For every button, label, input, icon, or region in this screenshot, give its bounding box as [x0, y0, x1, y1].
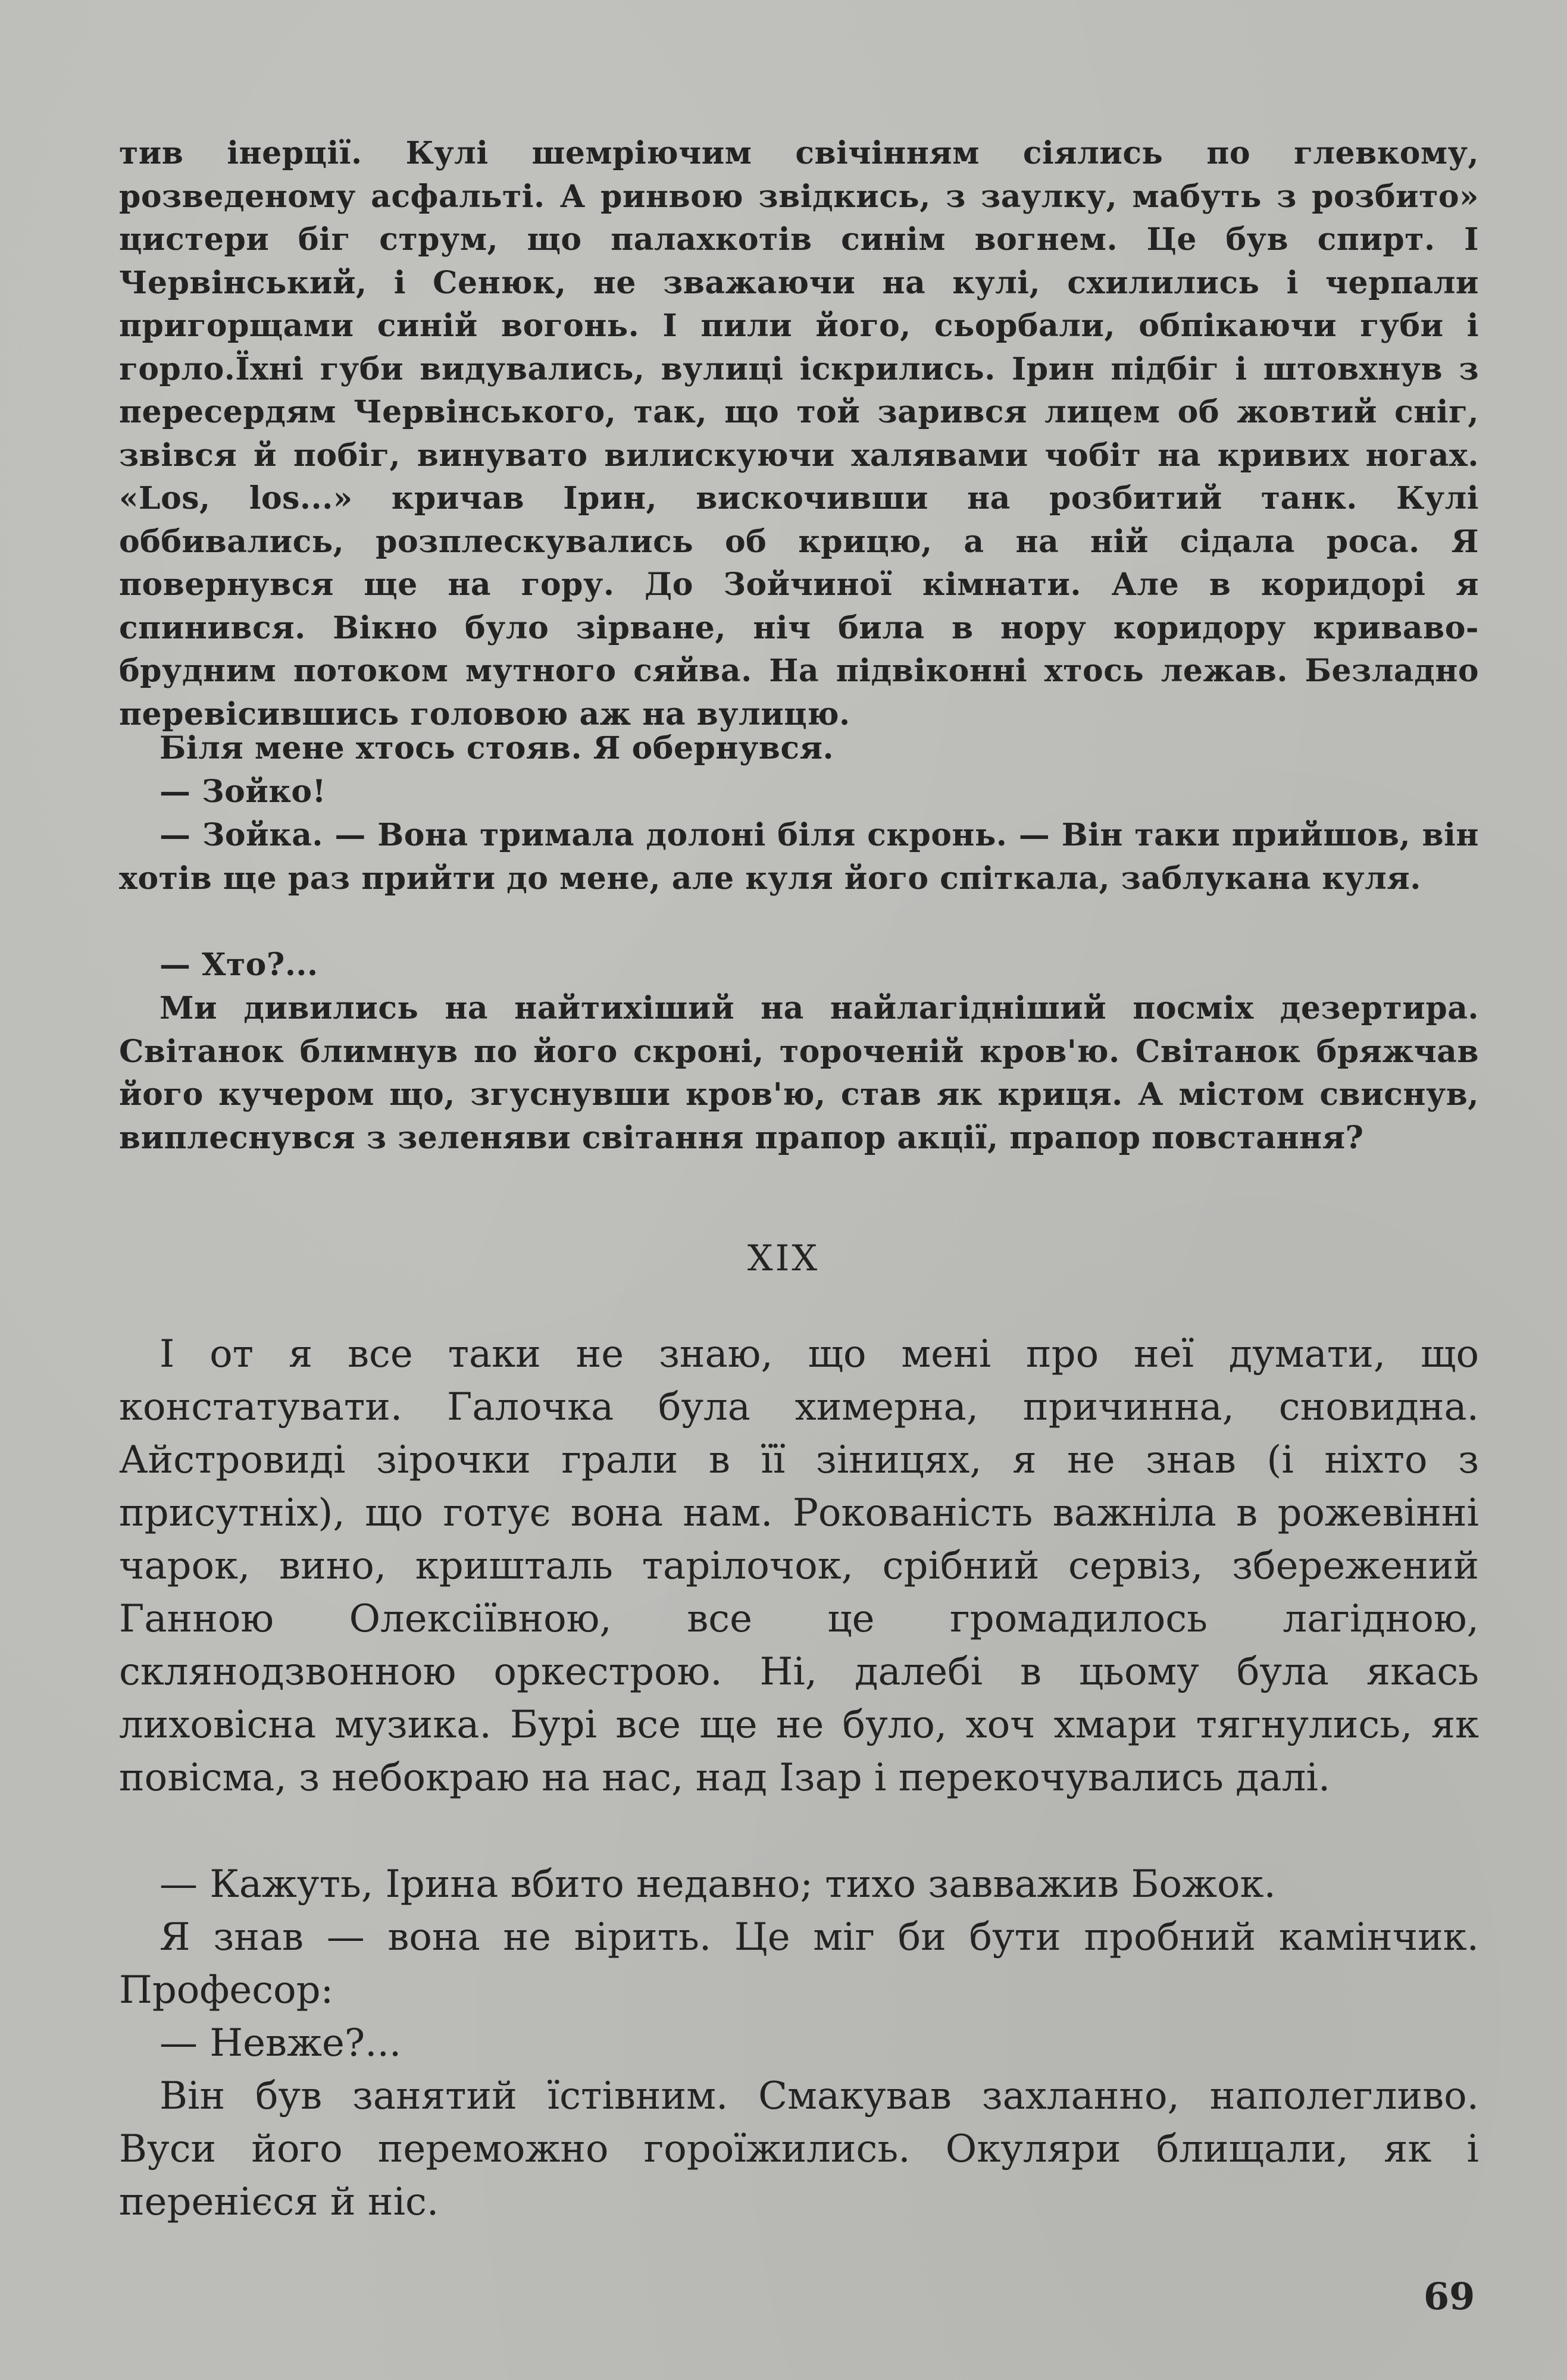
- paragraph-dawn: Ми дивились на найтихіший на найлагідніший посміх дезертира. Світанок блимнув по його скроні, тороченій кров'ю. Світанок бряжчав його кучером що, згуснувши кров'ю, став як криця. А містом свиснув, виплеснувся з зеленяви світання прапор акції, прапор повстання?: [119, 990, 1479, 1156]
- chapter-heading: XIX: [747, 1238, 820, 1279]
- paragraph-probnyi-kaminchyk: Я знав — вона не вірить. Це міг би бути пробний камінчик. Професор:: [119, 1915, 1479, 2012]
- page-number: 69: [1424, 2275, 1475, 2318]
- dialogue-zoyka-reply: — Зойка. — Вона тримала долоні біля скронь. — Він таки прийшов, він хотів ще раз прийти до мене, але куля його спіткала, заблукана куля.: [119, 817, 1479, 897]
- paragraph-someone-standing: Біля мене хтось стояв. Я обернувся.: [159, 730, 834, 766]
- paragraph-professor-eating: Він був занятий їстівним. Смакував захланно, наполегливо. Вуси його переможно гороїжились. Окуляри блищали, як і перенієся й ніс.: [119, 2074, 1479, 2224]
- dialogue-who: — Хто?...: [159, 947, 318, 983]
- dialogue-bozhok: — Кажуть, Ірина вбито недавно; тихо завважив Божок.: [159, 1862, 1276, 1906]
- dialogue-zoyko: — Зойко!: [159, 774, 326, 810]
- dialogue-nevzhe: — Невже?...: [159, 2021, 402, 2065]
- paragraph-opening-continuation: тив інерції. Кулі шемріючим свічінням сіялись по глевкому, розведеному асфальті. А ринвою звідкись, з заулку, мабуть з розбито» цистери біг струм, що палахкотів синім вогнем. Це був спирт. І Червінський, і Сенюк, не зважаючи на кулі, схилились і черпали пригорщами синій вогонь. І пили його, сьорбали, обпікаючи губи і горло.Їхні губи видувались, вулиці іскрились. Ірин підбіг і штовхнув з пересердям Червінського, так, що той зарився лицем об жовтий сніг, звівся й побіг, винувато вилискуючи халявами чобіт на кривих ногах. «Los, los...» кричав Ірин, вискочивши на розбитий танк. Кулі оббивались, розплескувались об крицю, а на ній сідала роса. Я повернувся ще на гору. До Зойчиної кімнати. Але в коридорі я спинився. Вікно було зірване, ніч била в нору коридору криваво-брудним потоком мутного сяйва. На підвіконні хтось лежав. Безладно перевісившись головою аж на вулицю.: [119, 135, 1479, 732]
- paragraph-galochka: І от я все таки не знаю, що мені про неї думати, що констатувати. Галочка була химерна, причинна, сновидна. Айстровиді зірочки грали в її зіницях, я не знав (і ніхто з присутніх), що готує вона нам. Рокованість важніла в рожевінні чарок, вино, кришталь тарілочок, срібний сервіз, збережений Ганною Олексіївною, все це громадилось лагідною, склянодзвонною оркестрою. Ні, далебі в цьому була якась лиховісна музика. Бурі все ще не було, хоч хмари тягнулись, як повісма, з небокраю на нас, над Ізар і перекочувались далі.: [119, 1332, 1479, 1800]
